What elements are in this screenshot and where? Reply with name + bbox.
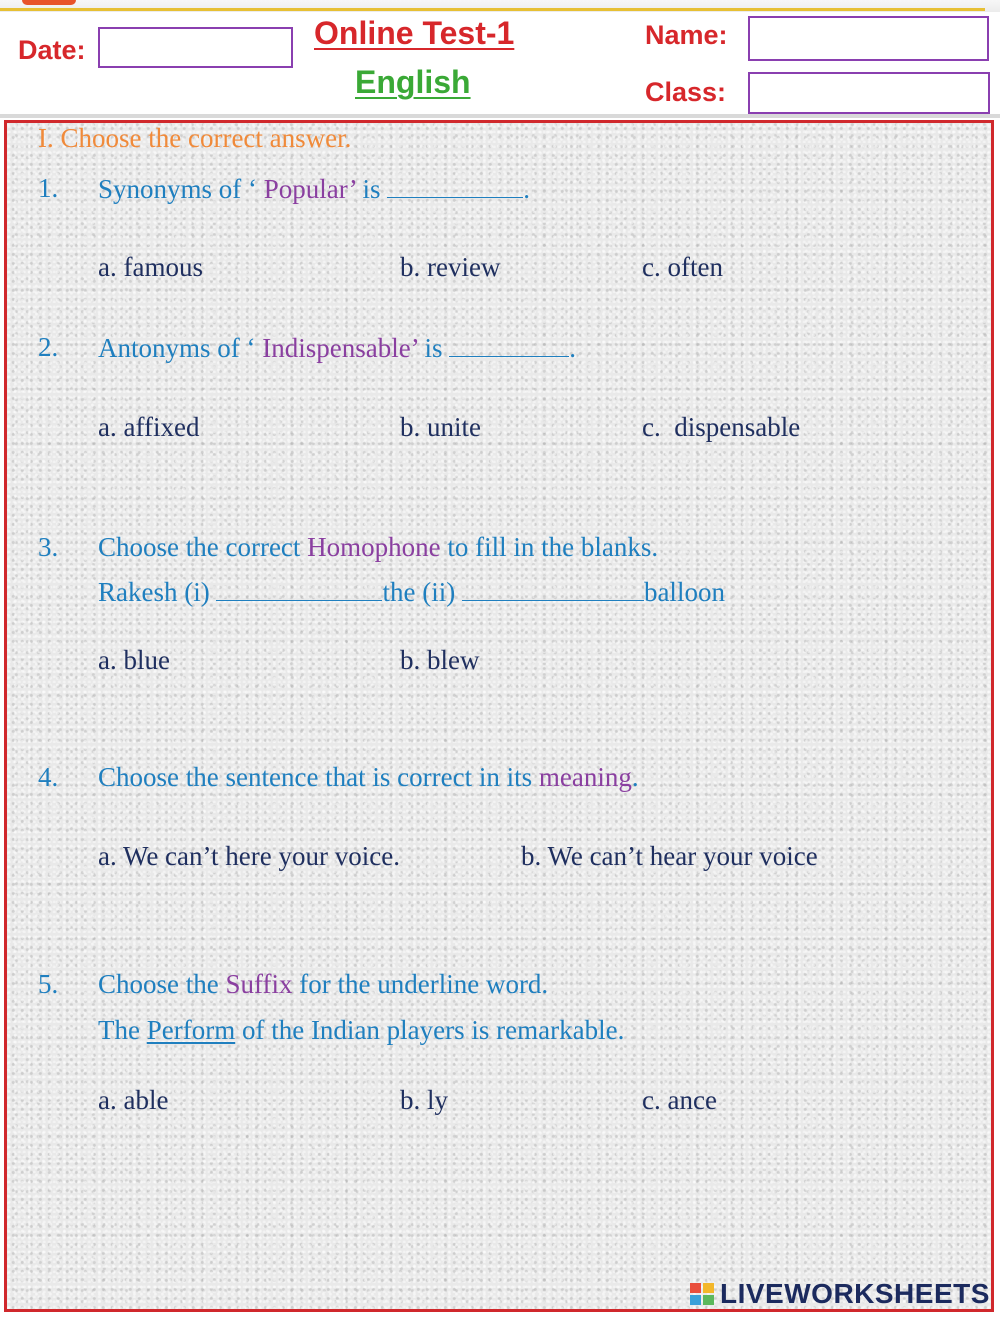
question-3-line2-a: Rakesh (i) [98, 577, 217, 607]
question-3-blank-1 [216, 578, 382, 601]
q1-option-b[interactable]: b. review [400, 252, 501, 282]
question-3-line2-c: balloon [643, 577, 725, 607]
header-separator [0, 114, 1000, 118]
question-3-post: to fill in the blanks. [440, 532, 659, 562]
question-1-text [98, 175, 530, 203]
question-3-text [98, 534, 658, 561]
class-label: Class: [645, 77, 727, 107]
question-5-post: for the underline word. [292, 969, 549, 999]
question-2-pre: Antonyms of ‘ [98, 333, 263, 363]
question-1-keyword: Popular’ [263, 174, 356, 204]
question-5-line2-a: The [98, 1015, 147, 1045]
question-5-text [98, 971, 548, 998]
question-4-keyword: meaning [538, 762, 632, 792]
question-1-end: . [523, 174, 531, 204]
question-4-number: 4. [38, 762, 59, 792]
question-2-text [98, 334, 576, 362]
name-label: Name: [645, 20, 728, 50]
worksheet-panel [4, 120, 994, 1312]
test-title: Online Test-1 [314, 15, 515, 51]
question-2-post: is [417, 333, 450, 363]
top-logo [22, 0, 76, 5]
gold-divider [0, 8, 985, 11]
question-5-keyword: Suffix [225, 969, 293, 999]
question-1-post: is [355, 174, 388, 204]
q5-option-a[interactable]: a. able [98, 1085, 169, 1115]
question-5-pre: Choose the [98, 969, 226, 999]
question-5-line2-b: of the Indian players is remarkable. [235, 1015, 625, 1045]
question-5-sentence [98, 1017, 624, 1044]
q2-option-a[interactable]: a. affixed [98, 412, 200, 442]
question-3-line2-b: the (ii) [382, 577, 462, 607]
question-2-keyword: Indispensable’ [262, 333, 418, 363]
q2-option-b[interactable]: b. unite [400, 412, 481, 442]
question-2-blank [449, 334, 569, 357]
name-input[interactable] [748, 16, 989, 61]
question-4-pre: Choose the sentence that is correct in its [98, 762, 539, 792]
question-3-sentence [98, 578, 725, 606]
question-3-number: 3. [38, 532, 59, 562]
subject-title: English [355, 64, 471, 100]
q4-option-b[interactable]: b. We can’t hear your voice [521, 841, 818, 871]
question-5-underlined-word: Perform [146, 1015, 236, 1045]
liveworksheets-logo: LIVEWORKSHEETS [720, 1278, 990, 1309]
q5-option-b[interactable]: b. ly [400, 1085, 449, 1115]
q2-option-c[interactable]: c. dispensable [642, 412, 801, 442]
question-4-text [98, 764, 639, 791]
question-1-pre: Synonyms of ‘ [98, 174, 264, 204]
question-3-blank-2 [462, 578, 644, 601]
section-heading: I. Choose the correct answer. [38, 123, 352, 153]
q1-option-c[interactable]: c. often [642, 252, 723, 282]
question-3-keyword: Homophone [307, 532, 441, 562]
question-1-blank [387, 175, 523, 198]
q5-option-c[interactable]: c. ance [642, 1085, 717, 1115]
question-1-number: 1. [38, 173, 59, 203]
q1-option-a[interactable]: a. famous [98, 252, 203, 282]
question-2-end: . [569, 333, 576, 363]
date-input[interactable] [98, 27, 293, 68]
class-input[interactable] [748, 72, 990, 114]
liveworksheets-logo-icon [690, 1283, 716, 1307]
question-3-pre: Choose the correct [98, 532, 308, 562]
q3-option-a[interactable]: a. blue [98, 645, 170, 675]
question-4-post: . [631, 762, 639, 792]
question-2-number: 2. [38, 332, 59, 362]
q3-option-b[interactable]: b. blew [400, 645, 480, 675]
q4-option-a[interactable]: a. We can’t here your voice. [98, 841, 400, 871]
date-label: Date: [18, 35, 86, 65]
question-5-number: 5. [38, 969, 59, 999]
